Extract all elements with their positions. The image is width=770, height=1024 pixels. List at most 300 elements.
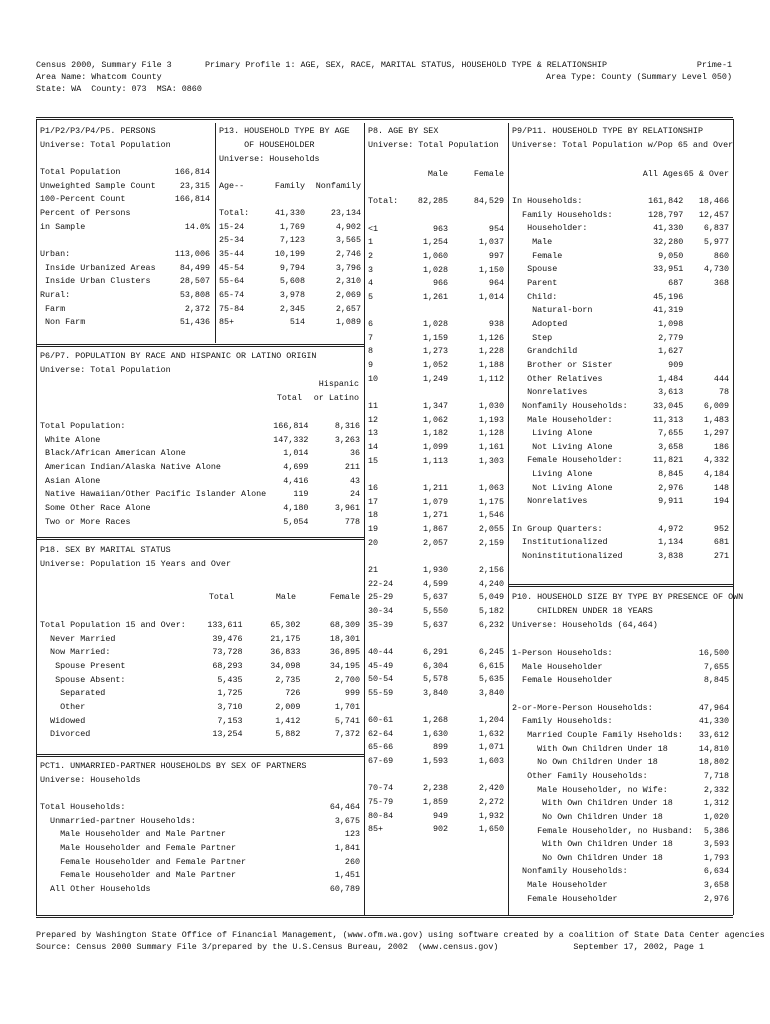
p18-row-cell: 68,309: [329, 620, 360, 630]
p1-row: [40, 234, 210, 248]
p1-row-cell: Rural:: [40, 289, 71, 300]
p8-row-cell: [368, 168, 398, 182]
p8-row-cell: 966: [433, 278, 449, 289]
bottom-rule: [36, 915, 733, 918]
p8-row-cell: 1,150: [478, 264, 504, 275]
p13-row: [219, 262, 361, 276]
p9-row-cell: 33,951: [653, 264, 684, 275]
p6-row: [40, 475, 360, 489]
p8-row: [368, 455, 504, 469]
p8-row-cell: 30-34: [368, 605, 394, 616]
pct1-row: [40, 801, 360, 815]
p8-row-cell: 1,254: [422, 237, 449, 248]
pct1-table: [40, 801, 360, 897]
p6-row-cell: Black/African American Alone: [40, 448, 186, 459]
p9-row: [512, 550, 729, 564]
p9-row-cell: 687: [668, 277, 684, 288]
p10-row-cell: 2,976: [703, 893, 729, 904]
p10-row-cell: 6,634: [703, 866, 729, 877]
p8-row-cell: 22-24: [368, 578, 394, 589]
p8-row-cell: 70-74: [368, 783, 394, 794]
p6-col-hispanic: Hispanic: [318, 379, 359, 389]
p18-row-cell: Spouse Absent:: [40, 674, 126, 685]
p9-row: [512, 359, 729, 373]
p8-row-cell: 5,635: [478, 674, 504, 685]
p8-row-cell: [368, 182, 398, 196]
p9-row-cell: Parent: [512, 277, 558, 288]
p8-row: [368, 427, 504, 441]
p9-row-cell: [683, 304, 729, 318]
p13-row-cell: 75-84: [219, 303, 245, 314]
p10-row-cell: [693, 688, 729, 702]
p9-row-cell: Other Relatives: [512, 373, 603, 384]
p6-col-latino: or Latino: [313, 393, 359, 403]
p10-row-cell: 5,386: [703, 825, 729, 836]
p6-row-cell: Two or More Races: [40, 516, 131, 527]
p18-title: P18. SEX BY MARITAL STATUS: [40, 545, 171, 555]
p10-row: [512, 715, 729, 729]
p8-row: [368, 223, 504, 237]
p10-row-cell: No Own Children Under 18: [512, 811, 663, 822]
p9-table: [512, 195, 729, 564]
p10-row-cell: 7,718: [703, 770, 729, 781]
p10-row-cell: [512, 688, 693, 702]
p13-row-cell: 45-54: [219, 262, 245, 273]
p9-row: [512, 318, 729, 332]
p10-row: [512, 784, 729, 798]
p10-row: [512, 865, 729, 879]
p13-col-family: Family: [274, 181, 305, 191]
p13-col-age: Age--: [219, 181, 245, 191]
p8-row-cell: 5,637: [422, 592, 449, 603]
p8-row: [368, 728, 504, 742]
p6-table: [40, 420, 360, 529]
p8-row-cell: 1,303: [478, 455, 504, 466]
p9-row-cell: Child:: [512, 291, 558, 302]
p18-row-cell: 65,302: [270, 620, 301, 630]
p8-row-cell: [448, 182, 504, 196]
p8-row-cell: 1,603: [478, 756, 504, 767]
p10-row: [512, 879, 729, 893]
p9-row: [512, 332, 729, 346]
p1-row-cell: 2,372: [184, 303, 210, 314]
p9-row: [512, 509, 729, 523]
p9-row-cell: Grandchild: [512, 346, 578, 357]
p9-row: [512, 523, 729, 537]
p6-row-cell: 211: [344, 461, 360, 472]
p9-row-cell: 9,911: [658, 496, 684, 507]
p9-row-cell: 33,045: [653, 400, 684, 411]
p8-row-cell: [448, 468, 504, 482]
p9-row-cell: 1,627: [658, 346, 684, 357]
p6-row-cell: 5,054: [283, 516, 309, 527]
p8-row: [368, 509, 504, 523]
p8-title: P8. AGE BY SEX: [368, 126, 439, 136]
p18-row-cell: 34,098: [270, 660, 301, 671]
p10-row: [512, 702, 729, 716]
pct1-row-cell: Total Households:: [40, 802, 126, 812]
p9-row-cell: 860: [713, 250, 729, 261]
state-county-msa: State: WA County: 073 MSA: 0860: [36, 84, 202, 94]
p13-row: [219, 289, 361, 303]
p8-row-cell: [398, 386, 448, 400]
p8-row: [368, 400, 504, 414]
p9-row-cell: 45,196: [653, 291, 684, 302]
p9-row-cell: 12,457: [698, 209, 729, 220]
p10-row-cell: No Own Children Under 18: [512, 852, 663, 863]
p9-row-cell: 952: [713, 523, 729, 534]
p8-row: [368, 441, 504, 455]
p8-row-cell: 16: [368, 483, 379, 493]
p8-universe: Universe: Total Population: [368, 140, 499, 150]
p8-row: [368, 810, 504, 824]
p9-row: [512, 454, 729, 468]
footer-date-page: September 17, 2002, Page 1: [573, 942, 704, 952]
p10-row: [512, 729, 729, 743]
p18-row-cell: Divorced: [40, 729, 91, 740]
p8-row-cell: 1,347: [422, 401, 449, 412]
p13-row-cell: 3,565: [335, 235, 361, 246]
p9-row-cell: 41,319: [653, 305, 684, 316]
p6-row-cell: 8,316: [334, 421, 360, 431]
p8-row-cell: 1,228: [478, 346, 504, 357]
p9-row-cell: 4,332: [703, 455, 729, 466]
p13-row: [219, 248, 361, 262]
p8-row-cell: [398, 168, 448, 182]
p6-row-cell: 1,014: [283, 448, 309, 459]
p8-row: [368, 605, 504, 619]
p8-row-cell: 2,159: [478, 537, 504, 548]
p8-row-cell: [368, 209, 398, 223]
p18-row-cell: 999: [344, 688, 360, 699]
p9-row-cell: 194: [713, 496, 729, 507]
p13-row-cell: 23,134: [330, 208, 361, 218]
p18-row-cell: 34,195: [329, 660, 360, 671]
p8-row: [368, 414, 504, 428]
p9-row-cell: Institutionalized: [512, 537, 608, 548]
p8-row: [368, 550, 504, 564]
p13-title: P13. HOUSEHOLD TYPE BY AGE: [219, 126, 350, 136]
p8-row: [368, 373, 504, 387]
p8-row-cell: [398, 305, 448, 319]
p18-row-cell: 2,735: [275, 674, 301, 685]
divider-p1-p13: [215, 123, 216, 343]
p8-row-cell: [448, 769, 504, 783]
p9-row-cell: 1,297: [703, 428, 729, 439]
p6-row-cell: American Indian/Alaska Native Alone: [40, 461, 221, 472]
pct1-row-cell: 260: [344, 856, 360, 867]
p13-row-cell: 65-74: [219, 289, 245, 300]
p8-row-cell: 6,291: [422, 646, 449, 657]
p13-row-cell: 2,746: [335, 248, 361, 259]
p10-row: [512, 661, 729, 675]
p8-row: [368, 250, 504, 264]
p13-row-cell: 2,657: [335, 303, 361, 314]
p1-row-cell: 51,436: [179, 317, 210, 328]
p8-row-cell: 2,238: [422, 783, 449, 794]
p9-row: [512, 414, 729, 428]
rule-p10: [509, 584, 733, 587]
p10-universe: Universe: Households (64,464): [512, 620, 658, 630]
p8-row-cell: 1,546: [478, 510, 504, 521]
p18-row-cell: Now Married:: [40, 647, 111, 658]
p1-row-cell: Inside Urban Clusters: [40, 276, 151, 287]
p8-row-cell: 3,840: [478, 687, 504, 698]
p8-row-cell: 1,028: [422, 264, 449, 275]
p18-row: [40, 687, 360, 701]
p13-row-cell: 15-24: [219, 221, 245, 232]
p10-row-cell: With Own Children Under 18: [512, 743, 668, 754]
p8-row-cell: 997: [488, 250, 504, 261]
divider-p8-right: [508, 123, 509, 915]
p9-row-cell: 909: [668, 359, 684, 370]
p8-row-cell: 9: [368, 360, 374, 371]
p13-row-cell: 2,310: [335, 276, 361, 287]
p10-row-cell: 14,810: [698, 743, 729, 754]
p9-row-cell: 1,098: [658, 318, 684, 329]
p9-row: [512, 441, 729, 455]
p8-row-cell: 5,182: [478, 605, 504, 616]
p8-row: [368, 796, 504, 810]
p9-title: P9/P11. HOUSEHOLD TYPE BY RELATIONSHIP: [512, 126, 703, 136]
p1-row: [40, 303, 210, 317]
p8-row: [368, 264, 504, 278]
p8-row-cell: 4,240: [478, 578, 504, 589]
p8-row-cell: 5,578: [422, 674, 449, 685]
p8-row-cell: 84,529: [473, 196, 504, 207]
pct1-row-cell: Female Householder and Male Partner: [40, 870, 237, 881]
p18-row: [40, 619, 360, 633]
p9-row: [512, 263, 729, 277]
p13-row: [219, 316, 361, 330]
p10-row-cell: 3,593: [703, 839, 729, 850]
p8-col-male: Male: [427, 169, 448, 179]
p8-row-cell: 1,099: [422, 442, 449, 453]
pct1-row-cell: Male Householder and Male Partner: [40, 829, 226, 840]
p8-row-cell: 1,859: [422, 797, 449, 808]
p18-row-cell: 36,833: [270, 647, 301, 658]
p9-row-cell: Male Householder:: [512, 414, 613, 425]
p8-row-cell: 6: [368, 319, 374, 330]
p8-row-cell: 938: [488, 319, 504, 330]
p18-row-cell: 726: [285, 688, 301, 699]
p1-row: [40, 193, 210, 207]
p18-row: [40, 633, 360, 647]
p13-row-cell: 7,123: [279, 235, 305, 246]
p1-row: [40, 316, 210, 330]
p13-row: [219, 234, 361, 248]
p9-row-cell: 7,655: [658, 428, 684, 439]
p8-row: [368, 359, 504, 373]
p13-row-cell: 35-44: [219, 248, 245, 259]
p9-row-cell: [628, 509, 684, 523]
p8-row-cell: 1,630: [422, 728, 449, 739]
p9-row-cell: 186: [713, 441, 729, 452]
p1-row: [40, 221, 210, 235]
p13-title-2: OF HOUSEHOLDER: [219, 140, 315, 150]
p8-row-cell: 1,211: [422, 483, 449, 493]
p6-title: P6/P7. POPULATION BY RACE AND HISPANIC OR LATINO ORIGIN: [40, 351, 317, 361]
p8-row-cell: 964: [488, 278, 504, 289]
p9-row-cell: Noninstitutionalized: [512, 551, 623, 562]
p18-row-cell: Separated: [40, 688, 106, 699]
p6-row-cell: 166,814: [273, 421, 309, 431]
p8-row-cell: [448, 209, 504, 223]
p18-row: [40, 674, 360, 688]
p13-universe: Universe: Households: [219, 154, 320, 164]
p10-row-cell: 2,332: [703, 784, 729, 795]
p6-row-cell: 3,961: [334, 502, 360, 513]
p10-row-cell: 18,802: [698, 757, 729, 768]
pct1-row-cell: Male Householder and Female Partner: [40, 842, 237, 853]
p8-row: [368, 168, 504, 182]
rule-pct1: [37, 754, 364, 757]
p6-row-cell: 36: [349, 448, 360, 459]
p1-title: P1/P2/P3/P4/P5. PERSONS: [40, 126, 156, 136]
p10-row-cell: 41,330: [698, 716, 729, 727]
p9-row: [512, 495, 729, 509]
p8-row-cell: 1,932: [478, 810, 504, 821]
p8-row-cell: <1: [368, 223, 379, 234]
p8-row-cell: 3,840: [422, 687, 449, 698]
p8-row-cell: 25-29: [368, 592, 394, 603]
p9-row-cell: 32,280: [653, 236, 684, 247]
p1-row: [40, 275, 210, 289]
p13-col-nonfamily: Nonfamily: [315, 181, 361, 191]
pct1-row-cell: 123: [344, 829, 360, 840]
p1-row-cell: 113,006: [174, 248, 210, 259]
p8-table: [368, 168, 504, 837]
p8-row-cell: 1,060: [422, 250, 449, 261]
p8-row-cell: 1,204: [478, 715, 504, 726]
p10-row-cell: With Own Children Under 18: [512, 839, 673, 850]
p1-row-cell: in Sample: [40, 221, 86, 232]
p8-row-cell: 1,161: [478, 442, 504, 453]
p18-row-cell: 39,476: [212, 633, 243, 644]
p10-row: [512, 797, 729, 811]
p8-row-cell: 1,028: [422, 319, 449, 330]
pct1-row-cell: Unmarried-partner Households:: [40, 815, 196, 826]
p18-col-total: Total: [208, 592, 234, 602]
p8-row: [368, 782, 504, 796]
p8-row: [368, 564, 504, 578]
p8-row: [368, 673, 504, 687]
p6-row: [40, 434, 360, 448]
p9-row-cell: Not Living Alone: [512, 441, 613, 452]
footer-source: Source: Census 2000 Summary File 3/prepared by the U.S.Census Bureau, 2002 (www.census.gov): [36, 942, 499, 952]
p9-row-cell: Female Householder:: [512, 455, 623, 466]
p10-row: [512, 893, 729, 907]
p8-row-cell: 2,272: [478, 797, 504, 808]
p6-row: [40, 461, 360, 475]
p8-row-cell: 6,232: [478, 619, 504, 630]
p18-row-cell: 68,293: [212, 660, 243, 671]
p8-row-cell: 2,057: [422, 537, 449, 548]
p6-row-cell: 4,416: [283, 475, 309, 486]
p9-row: [512, 345, 729, 359]
p18-row-cell: 7,372: [334, 729, 360, 740]
p8-row-cell: 60-61: [368, 715, 394, 726]
area-type: Area Type: County (Summary Level 050): [546, 72, 732, 82]
p13-row-cell: 85+: [219, 317, 235, 328]
p8-row-cell: 1,071: [478, 742, 504, 753]
p8-row-cell: 1,128: [478, 428, 504, 439]
p10-row-cell: Male Householder, no Wife:: [512, 784, 668, 795]
left-border: [36, 119, 37, 915]
p8-row-cell: 1,193: [478, 414, 504, 425]
p9-row-cell: Step: [512, 332, 553, 343]
p6-row-cell: 119: [293, 489, 309, 500]
p8-row-cell: [398, 632, 448, 646]
p10-row: [512, 825, 729, 839]
p8-row-cell: [448, 550, 504, 564]
p9-row: [512, 373, 729, 387]
p18-row-cell: 21,175: [270, 633, 301, 644]
p10-row: [512, 770, 729, 784]
p10-row: [512, 743, 729, 757]
p18-row-cell: 5,741: [334, 715, 360, 726]
p9-row-cell: 41,330: [653, 223, 684, 234]
p18-row-cell: 1,701: [334, 701, 360, 712]
p1-row-cell: 84,499: [179, 262, 210, 273]
p8-row: [368, 482, 504, 496]
p9-row: [512, 250, 729, 264]
p10-row-cell: 3,658: [703, 880, 729, 891]
p6-row-cell: 43: [349, 475, 360, 486]
p9-row: [512, 195, 729, 209]
p8-row-cell: 3: [368, 264, 374, 275]
p10-row-cell: Male Householder: [512, 880, 608, 891]
p8-row: [368, 345, 504, 359]
p9-row-cell: 11,821: [653, 455, 684, 466]
p9-row-cell: Not Living Alone: [512, 482, 613, 493]
p8-row: [368, 755, 504, 769]
p10-table: [512, 647, 729, 906]
p8-row-cell: 20: [368, 537, 379, 548]
pct1-row-cell: 60,789: [329, 883, 360, 894]
p1-row-cell: [166, 207, 210, 221]
p10-row: [512, 756, 729, 770]
p18-row-cell: 36,895: [329, 647, 360, 658]
p13-row-cell: 2,345: [279, 303, 305, 314]
p13-row-cell: 2,069: [335, 289, 361, 300]
p1-row-cell: Percent of Persons: [40, 207, 131, 218]
p8-row: [368, 700, 504, 714]
pct1-row-cell: 1,841: [334, 842, 360, 853]
p8-row-cell: 75-79: [368, 797, 394, 808]
p10-row-cell: Female Householder, no Husband:: [512, 825, 693, 836]
p8-row-cell: [448, 700, 504, 714]
p8-row: [368, 619, 504, 633]
p13-row-cell: 5,608: [279, 276, 305, 287]
p18-row-cell: 73,728: [212, 647, 243, 658]
p8-col-female: Female: [473, 169, 504, 179]
p9-row: [512, 291, 729, 305]
p6-row-cell: 3,263: [334, 434, 360, 445]
p8-row-cell: [368, 468, 398, 482]
p10-row-cell: Other Family Households:: [512, 770, 648, 781]
p8-row-cell: 1,273: [422, 346, 449, 357]
p8-row: [368, 632, 504, 646]
p13-row-cell: 41,330: [274, 208, 305, 218]
p18-row-cell: Total Population 15 and Over:: [40, 620, 186, 630]
header-title: Census 2000, Summary File 3: [36, 60, 172, 70]
p1-row-cell: 166,814: [174, 194, 210, 205]
p8-row: [368, 291, 504, 305]
pct1-row-cell: 1,451: [334, 870, 360, 881]
p8-row-cell: 5,049: [478, 592, 504, 603]
p9-row-cell: 6,837: [703, 223, 729, 234]
